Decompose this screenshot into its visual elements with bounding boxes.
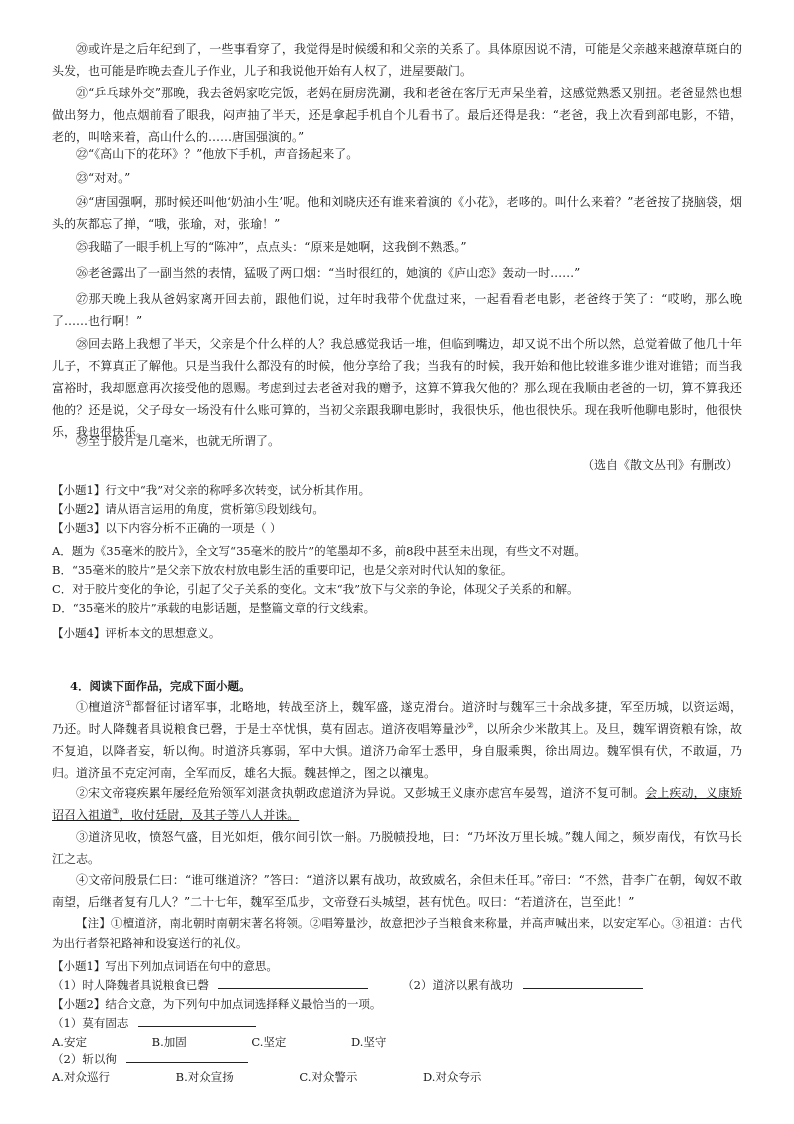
section-4-heading: 4．阅读下面作品，完成下面小题。 <box>70 679 251 693</box>
option-2-2-a: A.对众巡行 <box>52 1070 110 1084</box>
option-c: C．对于胶片变化的争论，引起了父子关系的变化。文末“我”放下与父亲的争论，体现父子关系的和解。 <box>52 582 579 596</box>
answer-blank-2-1[interactable] <box>138 1014 256 1027</box>
paragraph-27: ㉗那天晚上我从爸妈家离开回去前，跟他们说，过年时我带个优盘过来，一起看看老电影，老爸终于笑了：“哎哟，那么晚了……也行啊！” <box>52 292 742 328</box>
option-2-2-b: B.对众宣扬 <box>175 1070 234 1084</box>
classical-question-2-item-1: （1）莫有固志 <box>52 1014 742 1033</box>
option-2-2-c: C.对众警示 <box>299 1070 358 1084</box>
option-d: D．“35毫米的胶片”承载的电影话题，是整篇文章的行文线索。 <box>52 601 376 615</box>
paragraph-22: ㉒“《高山下的花环》？”他放下手机，声音扬起来了。 <box>76 147 359 161</box>
paragraph-24: ㉔“唐国强啊，那时候还叫他‘奶油小生’呢。他和刘晓庆还有谁来着演的《小花》，老哆的。叫什么来着？”老爸按了挠脑袋，烟头的灰都忘了掸，“哦，张瑜，对，张瑜！” <box>52 195 742 231</box>
classical-paragraph-3: ③道济见收，愤怒气盛，目光如炬，俄尔间引饮一斛。乃脱帻投地，曰：“乃坏汝万里长城。”魏人闻之，频岁南伐，有饮马长江之志。 <box>52 830 742 866</box>
underlined-sentence: 会上疾动，义康矫诏召入祖道③，收付廷尉，及其子等八人并诛。 <box>52 786 742 822</box>
paragraph-23: ㉓“对对。” <box>76 171 131 185</box>
paragraph-21: ㉑“乒乓球外交”那晚，我去爸妈家吃完饭，老妈在厨房洗涮，我和老爸在客厅无声呆坐着，这感觉熟悉又别扭。老爸显然也想做出努力，他点烟前看了眼我，闷声抽了半天，还是拿起手机自个儿看书了。最后还得是我：“老爸，我上次看到部电影，不错，老的，叫啥来着，高山什么的……唐国强演的。” <box>52 86 742 144</box>
option-a: A．题为《35毫米的胶片》，全文写“35毫米的胶片”的笔墨却不多，前8段中甚至未出现，有些文不对题。 <box>52 544 586 558</box>
option-2-1-c: C.坚定 <box>251 1035 287 1049</box>
option-2-2-d: D.对众夸示 <box>422 1070 482 1084</box>
question-2: 【小题2】请从语言运用的角度，赏析第⑤段划线句。 <box>52 502 324 516</box>
answer-blank-2-2[interactable] <box>126 1050 248 1063</box>
classical-paragraph-2: ②宋文帝寝疾累年屡经危殆领军刘湛贪执朝政虑道济为异说。又彭城王义康亦虑宫车晏驾，道济不复可制。会上疾动，义康矫诏召入祖道③，收付廷尉，及其子等八人并诛。 <box>52 786 742 822</box>
question-1: 【小题1】行文中“我”对父亲的称呼多次转变，试分析其作用。 <box>52 483 371 497</box>
question-3: 【小题3】以下内容分析不正确的一项是（ ） <box>52 521 282 535</box>
classical-paragraph-1: ①檀道济①都督征讨诸军事，北略地，转战至济上，魏军盛，遂克滑台。道济时与魏军三十余战多捷，军至历城，以资运竭，乃还。时人降魏者具说粮食已磬，于是士卒忧惧，莫有固志。道济夜唱筹量沙②，以所余少米散其上。及旦，魏军谓资粮有馀，故不复追，以降者妄，斩以徇。时道济兵寡弱，军中大惧。道济乃命军士悉甲，身自服乘舆，徐出周边。魏军惧有伏，不敢逼，乃归。道济虽不克定河南，全军而反，雄名大振。魏甚惮之，图之以禳鬼。 <box>52 699 742 780</box>
classical-question-2: 【小题2】结合文意，为下列句中加点词选择释义最恰当的一项。 <box>52 997 382 1011</box>
paragraph-29: ㉙至于胶片是几毫米，也就无所谓了。 <box>76 434 281 448</box>
annotation-note: 【注】①檀道济，南北朝时南朝宋著名将领。②唱筹量沙，故意把沙子当粮食来称量，并高声喊出来，以安定军心。③祖道：古代为出行者祭祀路神和设宴送行的礼仪。 <box>52 916 742 950</box>
classical-question-2-item-2: （2）斩以徇 <box>52 1050 742 1069</box>
classical-question-1-items: （1）时人降魏者具说粮食已磬 （2）道济以累有战功 <box>52 976 742 995</box>
option-2-1-b: B.加固 <box>151 1035 187 1049</box>
paragraph-25: ㉕我瞄了一眼手机上写的“陈冲”，点点头：“原来是她啊，这我倒不熟悉。” <box>76 240 467 254</box>
source-citation: （选自《散文丛刊》有删改） <box>581 458 738 472</box>
classical-question-2-item-2-options <box>52 1068 742 1087</box>
classical-question-1: 【小题1】写出下列加点词语在句中的意思。 <box>52 959 278 973</box>
option-2-1-d: D.坚守 <box>350 1035 387 1049</box>
option-b: B．“35毫米的胶片”是父亲下放农村放电影生活的重要印记，也是父亲对时代认知的象征。 <box>52 563 513 577</box>
paragraph-20: ⑳或许是之后年纪到了，一些事看穿了，我觉得是时候缓和和父亲的关系了。具体原因说不清，可能是父亲越来越潦草斑白的头发，也可能是昨晚去查儿子作业，儿子和我说他开始有人权了，进屋要敲门。 <box>52 42 742 78</box>
paragraph-28: ㉘回去路上我想了半天，父亲是个什么样的人？我总感觉我话一堆，但临到嘴边，却又说不出个所以然，总觉着做了他几十年儿子，不算真正了解他。只是当我什么都没有的时候，他分享给了我；当我有的时候，我开始和他比较谁多谁少谁对谁错；而当我富裕时，我却愿意再次接受他的恩赐。考虑到过去老爸对我的赠予，这算不算我欠他的？那么现在我顺由老爸的一切，算不算我还他的？还是说，父子母女一场没有什么账可算的，当初父亲跟我聊电影时，我很快乐，他也很快乐。现在我听他聊电影时，他很快乐，我也很快乐。 <box>52 337 742 439</box>
answer-blank-1-2[interactable] <box>523 976 643 989</box>
classical-paragraph-4: ④文帝问殷景仁曰：“谁可继道济？”答曰：“道济以累有战功，故致威名，余但未任耳。”帝曰：“不然，昔李广在朝，匈奴不敢南望，后继者复有几人？”二十七年，魏军至瓜步，文帝登石头城望，甚有忧色。叹曰：“若道济在，岂至此！” <box>52 873 742 909</box>
question-4: 【小题4】评析本文的思想意义。 <box>52 626 221 640</box>
option-2-1-a: A.安定 <box>52 1035 87 1049</box>
paragraph-26: ㉖老爸露出了一副当然的表情，猛吸了两口烟：“当时很红的，她演的《庐山恋》轰动一时……” <box>76 266 581 280</box>
answer-blank-1-1[interactable] <box>218 976 368 989</box>
